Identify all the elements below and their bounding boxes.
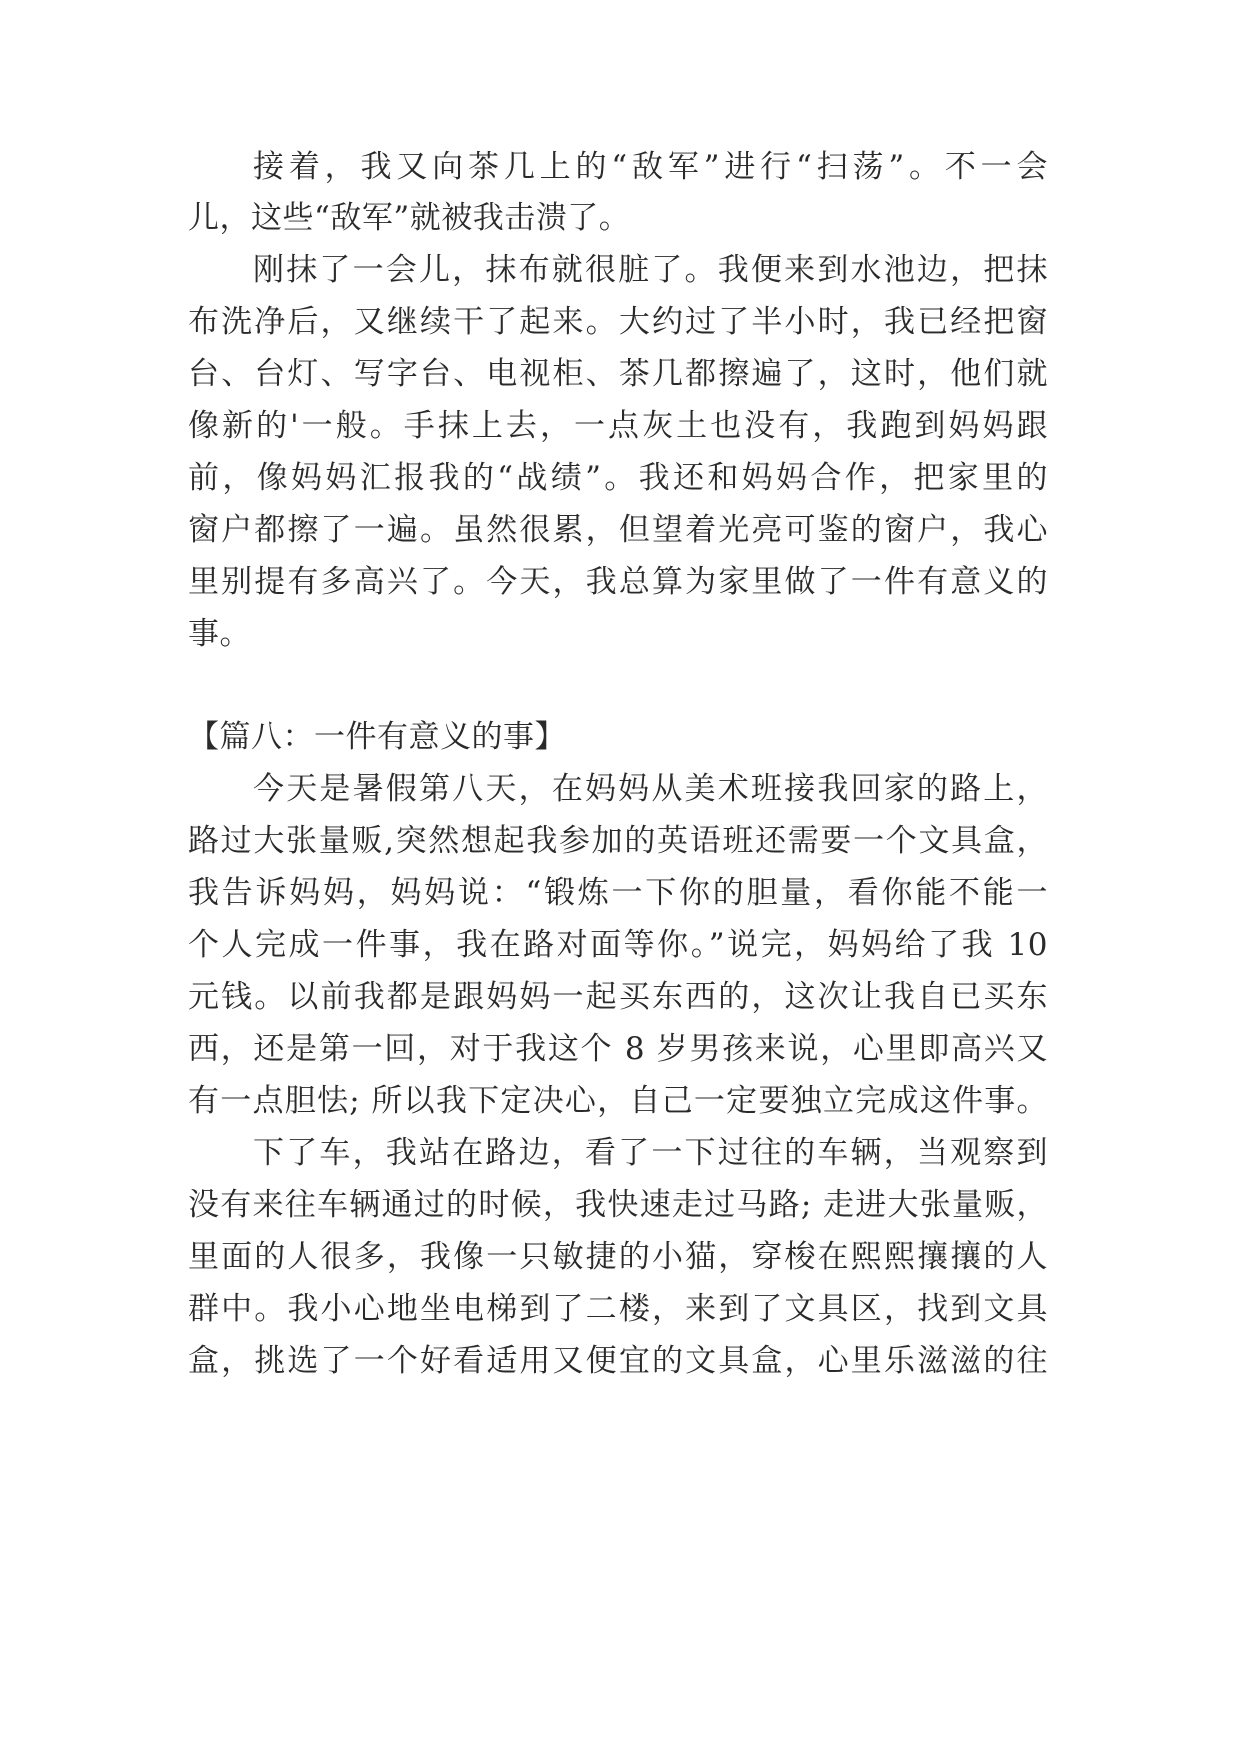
paragraph-line: 下了车，我站在路边，看了一下过往的车辆，当观察到 — [253, 1135, 1048, 1171]
paragraph-line: 儿，这些“敌军”就被我击溃了。 — [188, 200, 631, 236]
paragraph-line: 事。 — [188, 616, 251, 652]
paragraph-line: 盒，挑选了一个好看适用又便宜的文具盒，心里乐滋滋的往 — [188, 1343, 1048, 1379]
paragraph-line: 里面的人很多，我像一只敏捷的小猫，穿梭在熙熙攘攘的人 — [188, 1239, 1048, 1275]
paragraph-line: 前，像妈妈汇报我的“战绩”。我还和妈妈合作，把家里的 — [188, 460, 1048, 496]
paragraph-line: 台、台灯、写字台、电视柜、茶几都擦遍了，这时，他们就 — [188, 356, 1048, 392]
paragraph-line: 个人完成一件事，我在路对面等你。”说完，妈妈给了我 10 — [188, 927, 1048, 963]
paragraph-line: 路过大张量贩,突然想起我参加的英语班还需要一个文具盒， — [188, 823, 1048, 859]
paragraph-line: 接着，我又向茶几上的“敌军”进行“扫荡”。不一会 — [253, 149, 1048, 185]
paragraph-line: 像新的'一般。手抹上去，一点灰土也没有，我跑到妈妈跟 — [188, 408, 1048, 444]
paragraph-line: 没有来往车辆通过的时候，我快速走过马路; 走进大张量贩， — [188, 1187, 1048, 1223]
paragraph-line: 里别提有多高兴了。今天，我总算为家里做了一件有意义的 — [188, 564, 1048, 600]
paragraph-line: 布洗净后，又继续干了起来。大约过了半小时，我已经把窗 — [188, 304, 1048, 340]
paragraph-line: 群中。我小心地坐电梯到了二楼，来到了文具区，找到文具 — [188, 1291, 1048, 1327]
paragraph-line: 有一点胆怯; 所以我下定决心，自己一定要独立完成这件事。 — [188, 1083, 1048, 1119]
paragraph-line: 西，还是第一回，对于我这个 8 岁男孩来说，心里即高兴又 — [188, 1031, 1048, 1067]
section-heading: 【篇八：一件有意义的事】 — [188, 719, 566, 755]
paragraph-line: 我告诉妈妈，妈妈说：“锻炼一下你的胆量，看你能不能一 — [188, 875, 1048, 911]
paragraph-line: 元钱。以前我都是跟妈妈一起买东西的，这次让我自已买东 — [188, 979, 1048, 1015]
paragraph-line: 刚抹了一会儿，抹布就很脏了。我便来到水池边，把抹 — [253, 252, 1048, 288]
paragraph-line: 窗户都擦了一遍。虽然很累，但望着光亮可鉴的窗户，我心 — [188, 512, 1048, 548]
paragraph-line: 今天是暑假第八天，在妈妈从美术班接我回家的路上， — [253, 771, 1048, 807]
